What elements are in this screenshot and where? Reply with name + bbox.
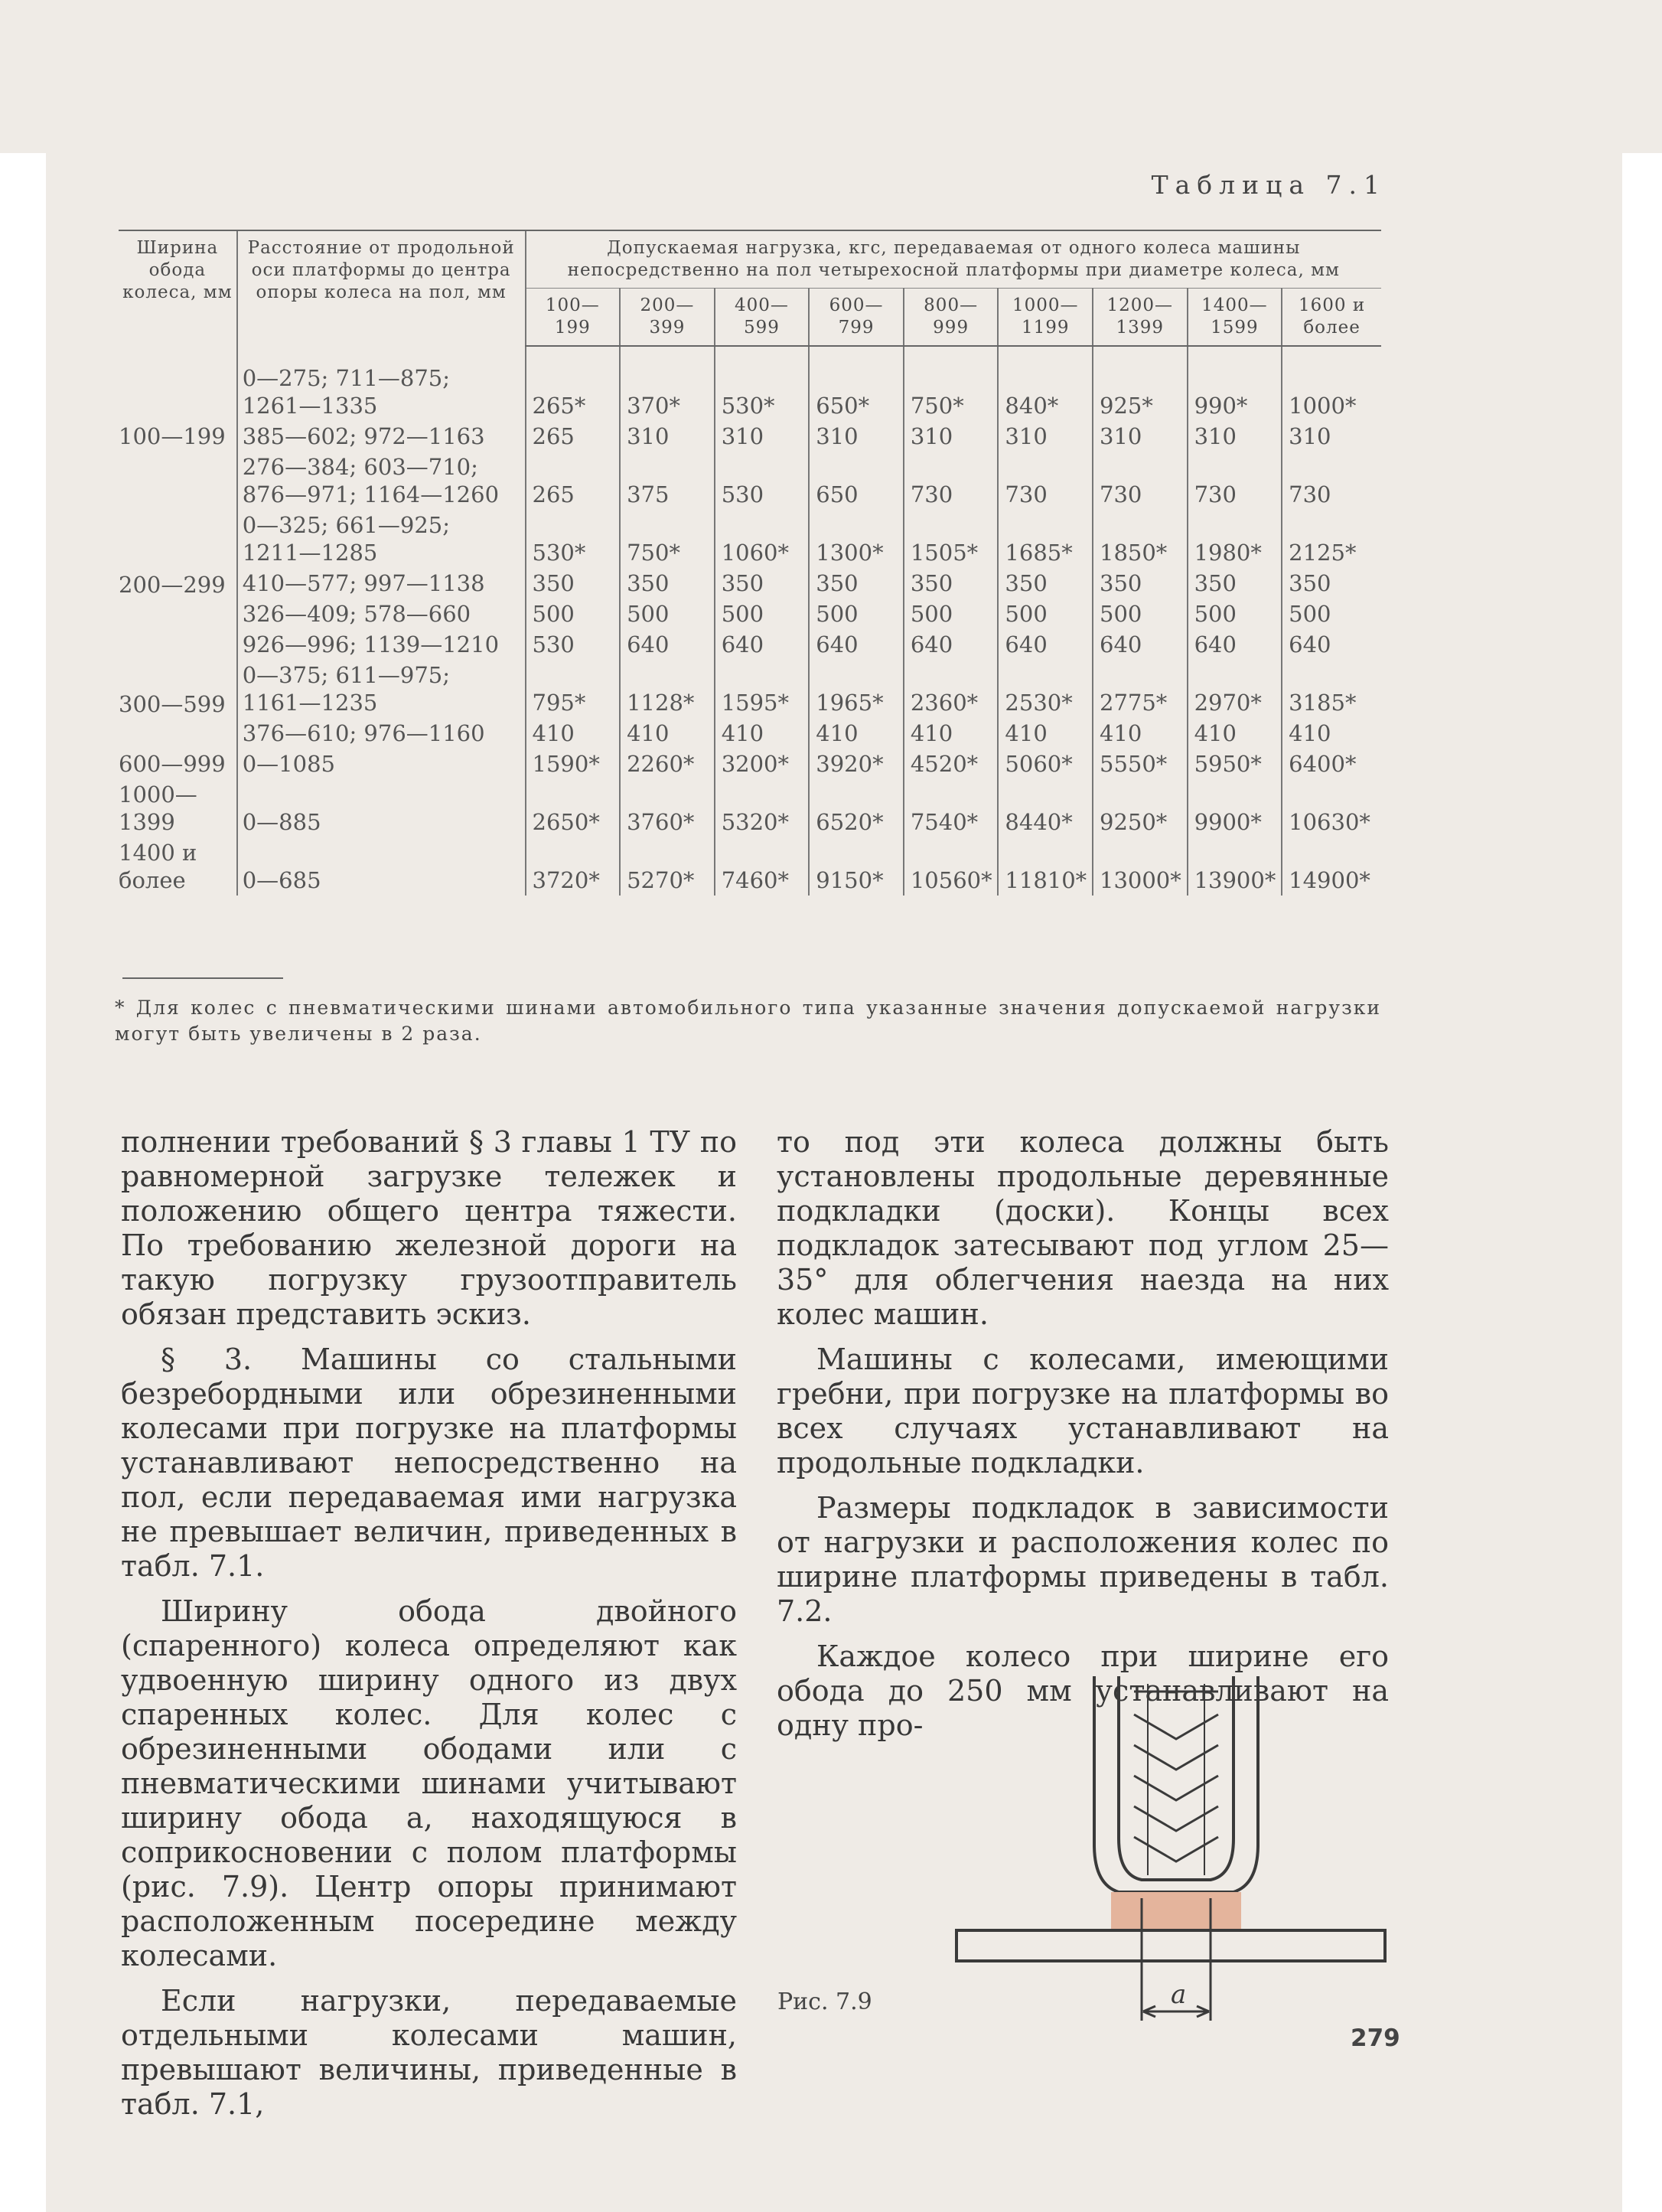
load-cell: 500 xyxy=(809,599,904,629)
table-body xyxy=(119,346,1381,896)
load-cell: 5950* xyxy=(1188,749,1282,779)
load-cell: 2650* xyxy=(526,779,621,837)
distance-cell xyxy=(237,421,526,452)
diameter-header: 1600 и более xyxy=(1282,289,1381,347)
distance-cell xyxy=(237,510,526,568)
load-cell: 310 xyxy=(809,421,904,452)
dimension-label: a xyxy=(1171,1979,1187,2010)
load-cell: 840* xyxy=(998,346,1093,421)
diameter-header: 400—599 xyxy=(715,289,810,347)
load-cell: 5060* xyxy=(998,749,1093,779)
load-cell: 410 xyxy=(904,718,999,749)
text-column-left xyxy=(121,1125,737,2132)
distance-line: 410—577; 997—1138 xyxy=(242,570,485,596)
load-cell: 2775* xyxy=(1093,660,1188,718)
load-cell: 500 xyxy=(998,599,1093,629)
paragraph: Машины с колесами, имеющими гребни, при погрузке на платформы во всех случаях устанавливают на продольные подкладки. xyxy=(777,1343,1389,1480)
table-title: Таблица 7.1 xyxy=(1151,170,1387,200)
load-cell: 1590* xyxy=(526,749,621,779)
table-row xyxy=(119,629,1381,660)
load-table xyxy=(119,230,1381,896)
load-cell: 9900* xyxy=(1188,779,1282,837)
diameter-header: 1200—1399 xyxy=(1093,289,1188,347)
header-distance: Расстояние от продольной оси платформы до центра опоры колеса на пол, мм xyxy=(237,230,526,346)
paragraph: § 3. Машины со стальными безребордными или обрезиненными колесами при погрузке на платформы устанавливают непосредственно на пол, если передаваемая ими нагрузка не превышает величин, приведенных в табл. 7.1. xyxy=(121,1343,737,1583)
distance-cell xyxy=(237,779,526,837)
load-cell: 350 xyxy=(904,568,999,599)
paragraph: Каждое колесо при ширине его обода до 250 мм устанавливают на одну про- xyxy=(777,1639,1389,1742)
load-cell: 10560* xyxy=(904,837,999,896)
load-cell: 410 xyxy=(620,718,715,749)
load-cell: 310 xyxy=(1093,421,1188,452)
load-cell: 310 xyxy=(715,421,810,452)
load-cell: 265 xyxy=(526,421,621,452)
load-cell: 2260* xyxy=(620,749,715,779)
text-column-right xyxy=(777,1125,1389,1754)
load-cell: 500 xyxy=(1282,599,1381,629)
load-cell: 530 xyxy=(526,629,621,660)
load-cell: 5320* xyxy=(715,779,810,837)
load-cell: 730 xyxy=(998,452,1093,510)
distance-line: 326—409; 578—660 xyxy=(242,601,471,627)
load-cell: 750* xyxy=(620,510,715,568)
load-cell: 8440* xyxy=(998,779,1093,837)
table-row xyxy=(119,568,1381,599)
diameter-header: 1400—1599 xyxy=(1188,289,1282,347)
load-cell: 1685* xyxy=(998,510,1093,568)
load-cell: 730 xyxy=(1188,452,1282,510)
load-cell: 640 xyxy=(904,629,999,660)
table-row xyxy=(119,421,1381,452)
width-cell: 1000— 1399 xyxy=(119,781,197,835)
load-cell: 1060* xyxy=(715,510,810,568)
load-cell: 500 xyxy=(526,599,621,629)
distance-cell xyxy=(237,452,526,510)
load-cell: 3920* xyxy=(809,749,904,779)
load-cell: 640 xyxy=(1282,629,1381,660)
distance-line: 876—971; 1164—1260 xyxy=(242,481,500,507)
distance-line: 0—275; 711—875; xyxy=(242,365,451,391)
load-cell: 350 xyxy=(1282,568,1381,599)
footnote-rule xyxy=(122,977,283,979)
table-row xyxy=(119,779,1381,837)
load-cell: 350 xyxy=(715,568,810,599)
load-cell: 750* xyxy=(904,346,999,421)
diameter-header: 200—399 xyxy=(620,289,715,347)
distance-cell xyxy=(237,837,526,896)
load-cell: 530* xyxy=(526,510,621,568)
load-cell: 265* xyxy=(526,346,621,421)
load-cell: 640 xyxy=(1093,629,1188,660)
wheel-tire-illustration xyxy=(1094,1676,1258,1892)
figure-wheel-diagram xyxy=(941,1669,1400,2028)
header-width: Ширина обода колеса, мм xyxy=(119,230,237,346)
header-load: Допускаемая нагрузка, кгс, передаваемая от одного колеса машины непосредственно на пол четырехосной платформы при диаметре колеса, мм xyxy=(526,230,1381,289)
load-cell: 11810* xyxy=(998,837,1093,896)
load-cell: 310 xyxy=(998,421,1093,452)
load-cell: 375 xyxy=(620,452,715,510)
distance-line: 0—1085 xyxy=(242,751,335,777)
load-cell: 410 xyxy=(809,718,904,749)
load-cell: 410 xyxy=(1093,718,1188,749)
figure-caption: Рис. 7.9 xyxy=(777,1989,872,2015)
load-cell: 500 xyxy=(1093,599,1188,629)
diameter-header: 1000—1199 xyxy=(998,289,1093,347)
load-cell: 730 xyxy=(1282,452,1381,510)
width-cell: 600—999 xyxy=(119,751,226,777)
load-cell: 5550* xyxy=(1093,749,1188,779)
width-cell: 100—199 xyxy=(119,423,226,449)
distance-cell xyxy=(237,629,526,660)
load-cell: 5270* xyxy=(620,837,715,896)
page-paper-top xyxy=(0,0,1662,153)
width-cell: 300—599 xyxy=(119,691,226,717)
load-cell: 650 xyxy=(809,452,904,510)
load-cell: 350 xyxy=(1188,568,1282,599)
paragraph: полнении требований § 3 главы 1 ТУ по равномерной загрузке тележек и положению общего центра тяжести. По требованию железной дороги на такую погрузку грузоотправитель обязан представить эскиз. xyxy=(121,1125,737,1331)
load-cell: 4520* xyxy=(904,749,999,779)
table-row xyxy=(119,718,1381,749)
width-cell: 1400 и более xyxy=(119,840,197,893)
load-cell: 1850* xyxy=(1093,510,1188,568)
load-cell: 350 xyxy=(809,568,904,599)
table-row xyxy=(119,346,1381,421)
load-cell: 990* xyxy=(1188,346,1282,421)
load-cell: 350 xyxy=(1093,568,1188,599)
load-cell: 410 xyxy=(1282,718,1381,749)
load-cell: 1000* xyxy=(1282,346,1381,421)
load-cell: 370* xyxy=(620,346,715,421)
load-cell: 640 xyxy=(998,629,1093,660)
load-cell: 310 xyxy=(904,421,999,452)
load-cell: 640 xyxy=(715,629,810,660)
load-cell: 500 xyxy=(904,599,999,629)
load-cell: 310 xyxy=(1282,421,1381,452)
distance-line: 0—325; 661—925; xyxy=(242,512,451,538)
load-cell: 1595* xyxy=(715,660,810,718)
load-cell: 640 xyxy=(809,629,904,660)
load-cell: 3185* xyxy=(1282,660,1381,718)
load-cell: 310 xyxy=(620,421,715,452)
distance-line: 926—996; 1139—1210 xyxy=(242,631,500,657)
distance-line: 376—610; 976—1160 xyxy=(242,720,485,746)
load-cell: 795* xyxy=(526,660,621,718)
load-cell: 13000* xyxy=(1093,837,1188,896)
distance-line: 385—602; 972—1163 xyxy=(242,423,485,449)
table-row xyxy=(119,660,1381,718)
distance-line: 1211—1285 xyxy=(242,540,378,566)
load-cell: 1980* xyxy=(1188,510,1282,568)
load-cell: 410 xyxy=(998,718,1093,749)
contact-patch xyxy=(1111,1892,1241,1930)
width-cell: 200—299 xyxy=(119,572,226,598)
load-cell: 3760* xyxy=(620,779,715,837)
footnote: * Для колес с пневматическими шинами автомобильного типа указанные значения допускаемой нагрузки могут быть увеличены в 2 раза. xyxy=(115,997,1381,1045)
load-cell: 1965* xyxy=(809,660,904,718)
table-row xyxy=(119,510,1381,568)
load-cell: 640 xyxy=(620,629,715,660)
distance-line: 1161—1235 xyxy=(242,690,378,716)
load-cell: 1505* xyxy=(904,510,999,568)
table-row xyxy=(119,837,1381,896)
load-cell: 1128* xyxy=(620,660,715,718)
distance-line: 0—885 xyxy=(242,809,321,835)
load-cell: 265 xyxy=(526,452,621,510)
distance-line: 0—375; 611—975; xyxy=(242,662,451,688)
load-cell: 13900* xyxy=(1188,837,1282,896)
load-cell: 730 xyxy=(1093,452,1188,510)
load-cell: 500 xyxy=(1188,599,1282,629)
load-cell: 530* xyxy=(715,346,810,421)
load-cell: 9250* xyxy=(1093,779,1188,837)
load-cell: 10630* xyxy=(1282,779,1381,837)
distance-cell xyxy=(237,749,526,779)
load-cell: 410 xyxy=(1188,718,1282,749)
diameter-header: 600—799 xyxy=(809,289,904,347)
distance-cell xyxy=(237,346,526,421)
table-row xyxy=(119,749,1381,779)
load-cell: 1300* xyxy=(809,510,904,568)
table-row xyxy=(119,599,1381,629)
load-cell: 925* xyxy=(1093,346,1188,421)
platform-floor xyxy=(956,1930,1385,1961)
load-cell: 530 xyxy=(715,452,810,510)
paragraph: Ширину обода двойного (спаренного) колеса определяют как удвоенную ширину одного из двух спаренных колес. Для колес с обрезиненными ободами или с пневматическими шинами учитывают ширину обода а, находящуюся в соприкосновении с полом платформы (рис. 7.9). Центр опоры принимают расположенным посередине между колесами. xyxy=(121,1594,737,1972)
distance-line: 0—685 xyxy=(242,867,321,893)
load-table-container xyxy=(119,230,1381,896)
load-cell: 500 xyxy=(715,599,810,629)
load-cell: 2970* xyxy=(1188,660,1282,718)
load-cell: 350 xyxy=(998,568,1093,599)
load-cell: 14900* xyxy=(1282,837,1381,896)
table-row xyxy=(119,452,1381,510)
load-cell: 7460* xyxy=(715,837,810,896)
load-cell: 640 xyxy=(1188,629,1282,660)
load-cell: 6400* xyxy=(1282,749,1381,779)
distance-line: 276—384; 603—710; xyxy=(242,454,478,480)
distance-line: 1261—1335 xyxy=(242,393,378,419)
paragraph: Если нагрузки, передаваемые отдельными колесами машин, превышают величины, приведенные в табл. 7.1, xyxy=(121,1984,737,2121)
load-cell: 9150* xyxy=(809,837,904,896)
load-cell: 2125* xyxy=(1282,510,1381,568)
distance-cell xyxy=(237,599,526,629)
load-cell: 2360* xyxy=(904,660,999,718)
distance-cell xyxy=(237,568,526,599)
distance-cell xyxy=(237,718,526,749)
diameter-header: 100—199 xyxy=(526,289,621,347)
load-cell: 730 xyxy=(904,452,999,510)
paragraph: то под эти колеса должны быть установлены продольные деревянные подкладки (доски). Концы всех подкладок затесывают под углом 25—35° для облегчения наезда на них колес машин. xyxy=(777,1125,1389,1331)
load-cell: 2530* xyxy=(998,660,1093,718)
load-cell: 350 xyxy=(526,568,621,599)
load-cell: 3720* xyxy=(526,837,621,896)
load-cell: 410 xyxy=(526,718,621,749)
distance-cell xyxy=(237,660,526,718)
paragraph: Размеры подкладок в зависимости от нагрузки и расположения колес по ширине платформы приведены в табл. 7.2. xyxy=(777,1491,1389,1628)
load-cell: 3200* xyxy=(715,749,810,779)
load-cell: 350 xyxy=(620,568,715,599)
load-cell: 7540* xyxy=(904,779,999,837)
load-cell: 6520* xyxy=(809,779,904,837)
diameter-header: 800—999 xyxy=(904,289,999,347)
load-cell: 650* xyxy=(809,346,904,421)
load-cell: 500 xyxy=(620,599,715,629)
page-number: 279 xyxy=(1351,2024,1400,2052)
load-cell: 310 xyxy=(1188,421,1282,452)
load-cell: 410 xyxy=(715,718,810,749)
